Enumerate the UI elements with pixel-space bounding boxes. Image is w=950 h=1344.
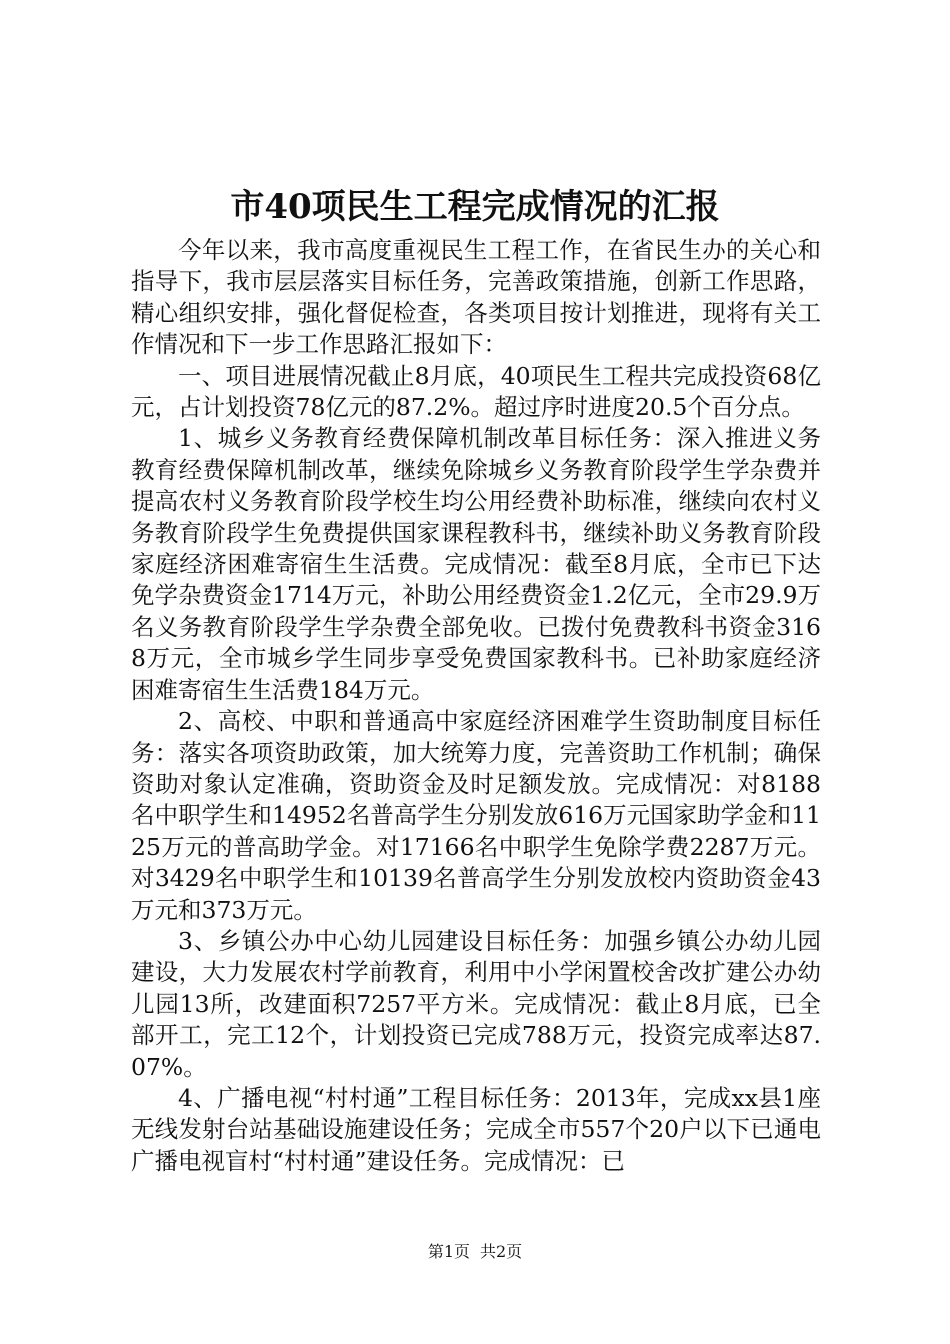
paragraph-item-4: 4、广播电视“村村通”工程目标任务：2013年，完成xx县1座无线发射台站基础设施建设任务；完成全市557个20户以下已通电广播电视盲村“村村通”建设任务。完成情况：已: [131, 1083, 821, 1175]
paragraph-item-2: 2、高校、中职和普通高中家庭经济困难学生资助制度目标任务：落实各项资助政策，加大统筹力度，完善资助工作机制；确保资助对象认定准确，资助资金及时足额发放。完成情况：对8188名中职学生和14952名普高学生分别发放616万元国家助学金和1125万元的普高助学金。对17166名中职学生免除学费2287万元。对3429名中职学生和10139名普高学生分别发放校内资助资金43万元和373万元。: [131, 707, 822, 924]
paragraph-section-1: 一、项目进展情况截止8月底，40项民生工程共完成投资68亿元，占计划投资78亿元的87.2%。超过序时进度20.5个百分点。: [131, 361, 821, 422]
document-body: [131, 235, 821, 1177]
document-title: 市40项民生工程完成情况的汇报: [230, 187, 720, 227]
page-total: 共2页: [480, 1242, 523, 1261]
paragraph-intro: 今年以来，我市高度重视民生工程工作，在省民生办的关心和指导下，我市层层落实目标任务，完善政策措施，创新工作思路，精心组织安排，强化督促检查，各类项目按计划推进，现将有关工作情况和下一步工作思路汇报如下：: [131, 236, 821, 359]
paragraph-item-3: 3、乡镇公办中心幼儿园建设目标任务：加强乡镇公办幼儿园建设，大力发展农村学前教育，利用中小学闲置校舍改扩建公办幼儿园13所，改建面积7257平方米。完成情况：截止8月底，已全部开工，完工12个，计划投资已完成788万元，投资完成率达87.07%。: [131, 926, 821, 1081]
page-number: 第1页: [427, 1242, 470, 1261]
page-footer: [0, 1240, 950, 1264]
paragraph-item-1: 1、城乡义务教育经费保障机制改革目标任务：深入推进义务教育经费保障机制改革，继续免除城乡义务教育阶段学生学杂费并提高农村义务教育阶段学校生均公用经费补助标准，继续向农村义务教育阶段学生免费提供国家课程教科书，继续补助义务教育阶段家庭经济困难寄宿生生活费。完成情况：截至8月底，全市已下达免学杂费资金1714万元，补助公用经费资金1.2亿元，全市29.9万名义务教育阶段学生学杂费全部免收。已拨付免费教科书资金3168万元，全市城乡学生同步享受免费国家教科书。已补助家庭经济困难寄宿生生活费184万元。: [131, 424, 822, 704]
